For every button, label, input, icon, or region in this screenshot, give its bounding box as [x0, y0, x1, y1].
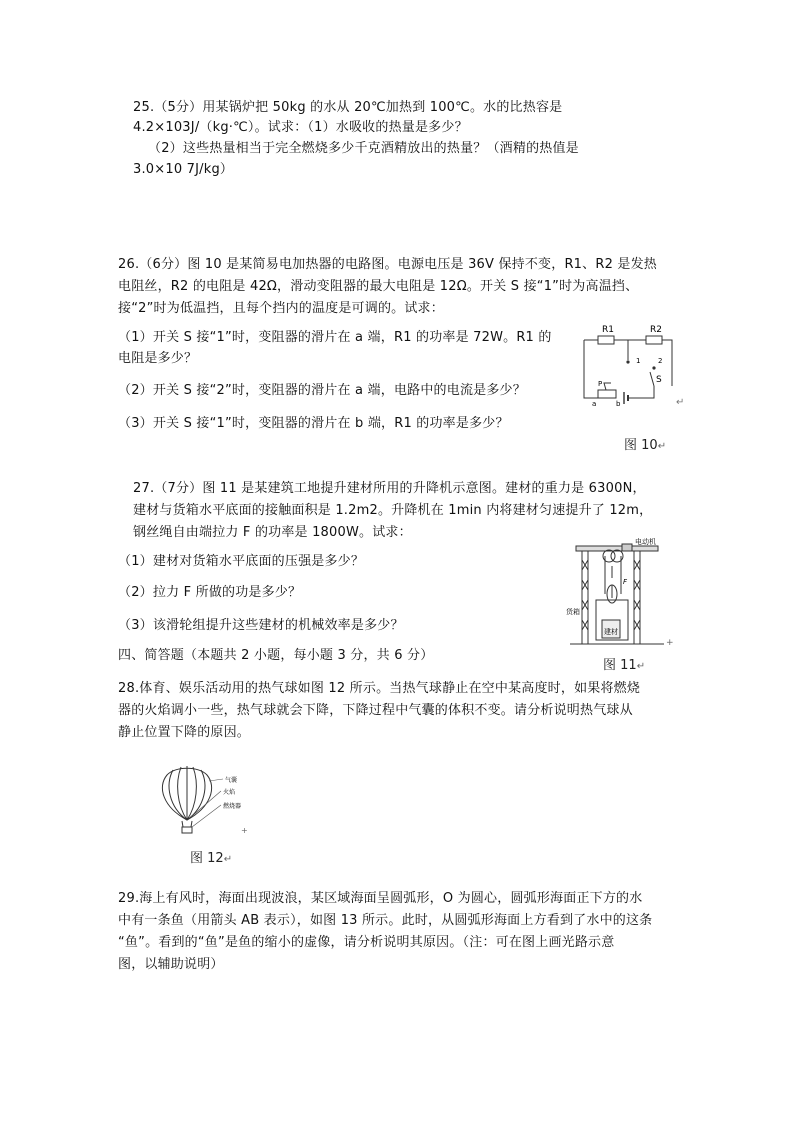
slider-p-label: P — [598, 380, 603, 388]
q26-sub-1a: （1）开关 S 接“1”时，变阻器的滑片在 a 端，R1 的功率是 72W。R1 的 — [118, 330, 552, 345]
q29-line-1: 29.海上有风时，海面出现波浪，某区域海面呈圆弧形，O 为圆心，圆弧形海面正下方的水 — [118, 891, 643, 906]
q27-sub-1: （1）建材对货箱水平底面的压强是多少？ — [118, 554, 365, 569]
q26-sub-2: （2）开关 S 接“2”时，变阻器的滑片在 a 端，电路中的电流是多少？ — [118, 383, 526, 398]
q27-line-3: 钢丝绳自由端拉力 F 的功率是 1800W。试求： — [133, 525, 412, 540]
material-label: 建材 — [604, 628, 618, 636]
q26-sub-1b: 电阻是多少？ — [118, 351, 198, 366]
plus-mark: + — [666, 638, 674, 648]
r1-label: R1 — [602, 325, 614, 335]
return-mark: ↵ — [676, 397, 685, 408]
q26-line-3: 接“2”时为低温挡，且每个挡内的温度是可调的。试求： — [118, 301, 444, 316]
elevator-diagram-figure-11 — [560, 538, 680, 650]
figure-12-caption: 图 12↵ — [190, 851, 233, 866]
figure-10-caption: 图 10↵ — [624, 438, 667, 453]
figure-11-caption: 图 11↵ — [603, 658, 646, 673]
q28-line-1: 28.体育、娱乐活动用的热气球如图 12 所示。当热气球静止在空中某高度时，如果将燃烧 — [118, 681, 641, 696]
motor-label: 电动机 — [635, 538, 656, 546]
q26-line-2: 电阻丝，R2 的电阻是 42Ω，滑动变阻器的最大电阻是 12Ω。开关 S 接“1”时为高温挡、 — [118, 279, 639, 294]
terminal-2-label: 2 — [658, 357, 663, 365]
q29-line-4: 图，以辅助说明） — [118, 957, 224, 972]
q25-line-4: 3.0×10 7J/kg） — [133, 162, 234, 177]
q26-sub-3: （3）开关 S 接“1”时，变阻器的滑片在 b 端，R1 的功率是多少？ — [118, 416, 509, 431]
q27-line-1: 27.（7分）图 11 是某建筑工地提升建材所用的升降机示意图。建材的重力是 6300N， — [133, 481, 646, 496]
section-4-heading: 四、简答题（本题共 2 小题，每小题 3 分，共 6 分） — [118, 648, 434, 663]
box-label: 货箱 — [566, 608, 580, 616]
q27-sub-3: （3）该滑轮组提升这些建材的机械效率是多少？ — [118, 618, 404, 633]
q26-line-1: 26.（6分）图 10 是某简易电加热器的电路图。电源电压是 36V 保持不变，R1、R2 是发热 — [118, 257, 657, 272]
q29-line-2: 中有一条鱼（用箭头 AB 表示），如图 13 所示。此时，从圆弧形海面上方看到了水中的这条 — [118, 913, 653, 928]
r2-label: R2 — [650, 325, 662, 335]
bag-label: 气囊 — [225, 777, 238, 784]
flame-label: 火焰 — [223, 789, 236, 796]
end-b-label: b — [616, 400, 621, 408]
plus-mark: + — [241, 826, 248, 835]
q27-line-2: 建材与货箱水平底面的接触面积是 1.2m2。升降机在 1min 内将建材匀速提升了 12m， — [133, 503, 653, 518]
q28-line-3: 静止位置下降的原因。 — [118, 725, 251, 740]
q28-line-2: 器的火焰调小一些，热气球就会下降，下降过程中气囊的体积不变。请分析说明热气球从 — [118, 703, 633, 718]
switch-s-label: S — [656, 375, 662, 385]
terminal-1-label: 1 — [636, 357, 641, 365]
q25-line-2: 4.2×103J/（kg·℃）。试求：（1）水吸收的热量是多少？ — [133, 120, 468, 135]
hot-air-balloon-figure-12 — [155, 765, 255, 840]
circuit-diagram-figure-10 — [578, 320, 678, 410]
burner-label: 燃烧器 — [223, 803, 242, 810]
q25-line-1: 25.（5分）用某锅炉把 50kg 的水从 20℃加热到 100℃。水的比热容是 — [133, 100, 563, 115]
end-a-label: a — [592, 400, 597, 408]
force-label: F — [623, 578, 628, 586]
q29-line-3: “鱼”。看到的“鱼”是鱼的缩小的虚像，请分析说明其原因。（注：可在图上画光路示意 — [118, 935, 615, 950]
q25-line-3: （2）这些热量相当于完全燃烧多少千克酒精放出的热量？（酒精的热值是 — [148, 141, 579, 156]
q27-sub-2: （2）拉力 F 所做的功是多少？ — [118, 585, 302, 600]
